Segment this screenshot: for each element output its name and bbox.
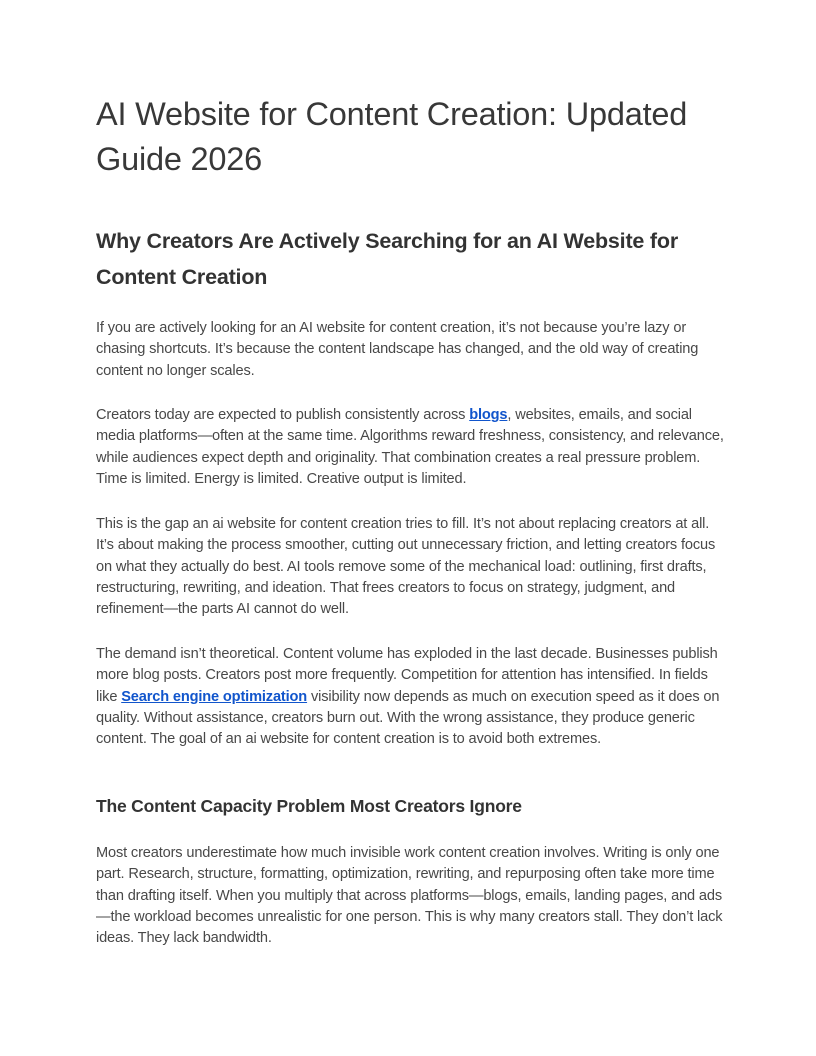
paragraph-capacity: Most creators underestimate how much invisible work content creation involves. Writing is only one part. Research, structure, formatting, optimization, rewriting, and repurposing often take more time than drafting itself. When you multiply that across platforms—blogs, emails, landing pages, and ads—the workload becomes unrealistic for one person. This is why many creators stall. They don’t lack ideas. They lack bandwidth. [96, 845, 723, 947]
paragraph-publishing-pressure [96, 405, 724, 490]
seo-link[interactable]: Search engine optimization [121, 688, 308, 705]
subsection-heading: The Content Capacity Problem Most Creators Ignore [96, 796, 522, 816]
paragraph-text: Creators today are expected to publish consistently across [96, 407, 470, 423]
section-heading: Why Creators Are Actively Searching for an AI Website for Content Creation [96, 229, 678, 289]
document-title: AI Website for Content Creation: Updated Guide 2026 [96, 96, 688, 177]
paragraph-text: visibility now depends as much on execution speed as it does on quality. Without assistance, creators burn out. With the wrong assistance, they produce generic content. The goal of an ai website for content creation is to avoid both extremes. [96, 688, 720, 748]
paragraph-intro: If you are actively looking for an AI website for content creation, it’s not because you’re lazy or chasing shortcuts. It’s because the content landscape has changed, and the old way of creating content no longer scales. [96, 320, 699, 379]
paragraph-gap: This is the gap an ai website for content creation tries to fill. It’s not about replacing creators at all. It’s about making the process smoother, cutting out unnecessary friction, and letting creators focus on what they actually do best. AI tools remove some of the mechanical load: outlining, first drafts, restructuring, rewriting, and ideation. That frees creators to focus on strategy, judgment, and refinement—the parts AI cannot do well. [96, 516, 716, 618]
paragraph-demand [96, 644, 724, 750]
paragraph-text: The demand isn’t theoretical. Content volume has exploded in the last decade. Businesses publish more blog posts. Creators post more frequently. Competition for attention has intensified. In fields like [96, 646, 718, 705]
paragraph-text: , websites, emails, and social media platforms—often at the same time. Algorithms reward freshness, consistency, and relevance, while audiences expect depth and originality. That combination creates a real pressure problem. Time is limited. Energy is limited. Creative output is limited. [96, 407, 724, 487]
blogs-link[interactable]: blogs [469, 407, 508, 423]
